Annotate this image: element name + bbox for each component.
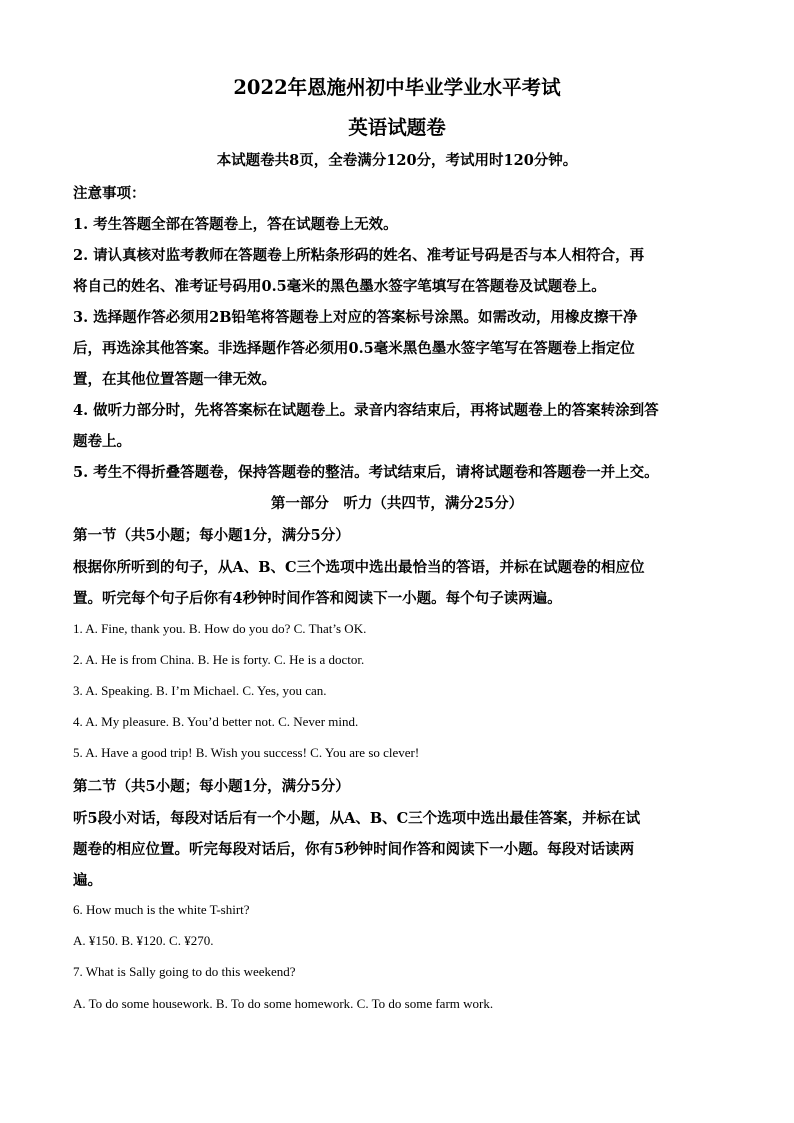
exam-info: 本试题卷共8页，全卷满分120分，考试用时120分钟。 bbox=[216, 152, 578, 169]
notes-line: 将自己的姓名、准考证号码用0.5毫米的黑色墨水签字笔填写在答题卷及试题卷上。 bbox=[73, 278, 606, 295]
question-2: 2. A. He is from China. B. He is forty. C. He is a doctor. bbox=[73, 652, 365, 667]
section2-heading: 第二节（共5小题；每小题1分，满分5分） bbox=[73, 778, 350, 795]
question-3: 3. A. Speaking. B. I’m Michael. C. Yes, you can. bbox=[73, 683, 327, 698]
question-6-options: A. ¥150. B. ¥120. C. ¥270. bbox=[73, 933, 214, 948]
part1-heading: 第一部分 听力（共四节，满分25分） bbox=[270, 495, 524, 512]
section2-instruction: 遍。 bbox=[73, 872, 102, 889]
notes-heading: 注意事项： bbox=[73, 185, 146, 202]
question-1: 1. A. Fine, thank you. B. How do you do? C. That’s OK. bbox=[73, 621, 367, 636]
notes-line: 置，在其他位置答题一律无效。 bbox=[73, 371, 276, 388]
notes-line: 1. 考生答题全部在答题卷上，答在试题卷上无效。 bbox=[73, 216, 398, 233]
section1-instruction: 根据你所听到的句子，从A、B、C三个选项中选出最恰当的答语，并标在试题卷的相应位 bbox=[73, 559, 645, 576]
question-7-options: A. To do some housework. B. To do some homework. C. To do some farm work. bbox=[73, 996, 494, 1011]
section1-instruction: 置。听完每个句子后你有4秒钟时间作答和阅读下一小题。每个句子读两遍。 bbox=[73, 590, 562, 607]
question-6-stem: 6. How much is the white T-shirt? bbox=[73, 902, 250, 917]
question-7-stem: 7. What is Sally going to do this weekend? bbox=[73, 964, 296, 979]
notes-line: 2. 请认真核对监考教师在答题卷上所粘条形码的姓名、准考证号码是否与本人相符合，再 bbox=[73, 247, 645, 264]
notes-line: 3. 选择题作答必须用2B铅笔将答题卷上对应的答案标号涂黑。如需改动，用橡皮擦干净 bbox=[73, 309, 638, 326]
question-4: 4. A. My pleasure. B. You’d better not. C. Never mind. bbox=[73, 714, 359, 729]
notes-line: 4. 做听力部分时，先将答案标在试题卷上。录音内容结束后，再将试题卷上的答案转涂到答 bbox=[73, 402, 659, 419]
notes-line: 后，再选涂其他答案。非选择题作答必须用0.5毫米黑色墨水签字笔写在答题卷上指定位 bbox=[73, 340, 635, 357]
section2-instruction: 听5段小对话，每段对话后有一个小题，从A、B、C三个选项中选出最佳答案，并标在试 bbox=[73, 810, 641, 827]
section1-heading: 第一节（共5小题；每小题1分，满分5分） bbox=[73, 527, 350, 544]
exam-subtitle: 英语试题卷 bbox=[348, 116, 446, 139]
exam-title: 2022年恩施州初中毕业学业水平考试 bbox=[233, 76, 561, 99]
notes-line: 5. 考生不得折叠答题卷，保持答题卷的整洁。考试结束后，请将试题卷和答题卷一并上交。 bbox=[73, 464, 659, 481]
section2-instruction: 题卷的相应位置。听完每段对话后，你有5秒钟时间作答和阅读下一小题。每段对话读两 bbox=[73, 841, 635, 858]
question-5: 5. A. Have a good trip! B. Wish you success! C. You are so clever! bbox=[73, 745, 420, 760]
notes-line: 题卷上。 bbox=[73, 433, 131, 450]
